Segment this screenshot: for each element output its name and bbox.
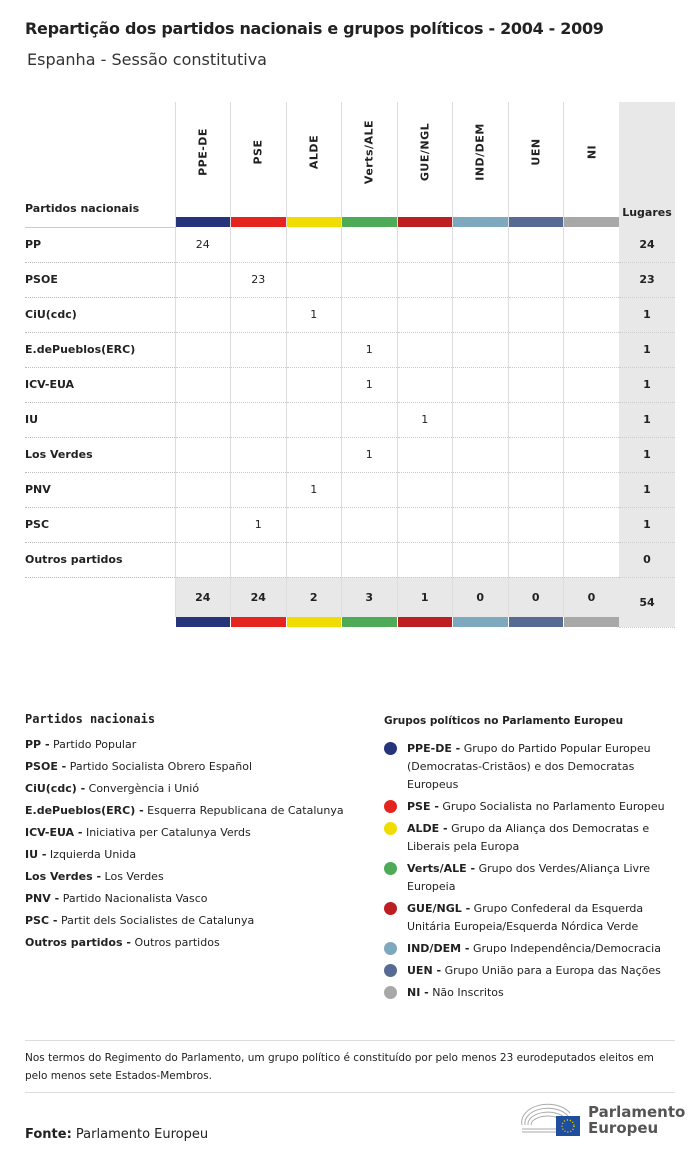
seat-cell: [286, 262, 342, 297]
grand-total: 54: [619, 577, 675, 627]
party-name: E.dePueblos(ERC): [25, 332, 175, 367]
total-header: Lugares: [619, 102, 675, 227]
seat-cell: [453, 332, 509, 367]
group-color-bar: [508, 617, 564, 627]
group-full-name: Grupo dos Verdes/Aliança Livre Europeia: [407, 862, 651, 893]
seat-cell: [508, 507, 564, 542]
group-legend-item: [384, 940, 674, 958]
group-full-name: Grupo da Aliança dos Democratas e Liberais pela Europa: [407, 822, 650, 853]
table-row: [25, 297, 675, 332]
seat-cell: [453, 507, 509, 542]
seat-cell: [231, 332, 287, 367]
seat-cell: [175, 262, 231, 297]
group-color-bar: [453, 617, 509, 627]
seat-cell: [453, 472, 509, 507]
seat-cell: [564, 507, 620, 542]
group-color-dot-icon: [384, 742, 397, 755]
group-color-dot-icon: [384, 862, 397, 875]
party-legend-item: [25, 800, 344, 822]
seat-cell: [508, 332, 564, 367]
seat-cell: [397, 507, 453, 542]
seat-cell: [286, 367, 342, 402]
group-legend-item: [384, 820, 674, 856]
seat-cell: [453, 227, 509, 262]
party-name: ICV-EUA: [25, 367, 175, 402]
table-row: [25, 262, 675, 297]
group-name: ALDE: [307, 134, 321, 170]
group-color-bar: [176, 217, 231, 227]
party-legend-title: Partidos nacionais: [25, 712, 156, 726]
group-full-name: Grupo Confederal da Esquerda Unitária Europeia/Esquerda Nórdica Verde: [407, 902, 644, 933]
row-total: 1: [619, 297, 675, 332]
group-color-dot-icon: [384, 964, 397, 977]
row-total: 24: [619, 227, 675, 262]
seat-cell: [564, 437, 620, 472]
logo-text: Parlamento Europeu: [588, 1103, 686, 1137]
group-name: IND/DEM: [473, 123, 487, 181]
table-row: [25, 402, 675, 437]
party-abbr: PP -: [25, 738, 50, 751]
party-name: PP: [25, 227, 175, 262]
group-header: [286, 102, 342, 227]
party-name: CiU(cdc): [25, 297, 175, 332]
seat-cell: [453, 297, 509, 332]
group-color-bar: [287, 217, 342, 227]
party-abbr: IU -: [25, 848, 47, 861]
group-total: 1: [397, 577, 453, 617]
group-header: [231, 102, 287, 227]
seat-cell: [508, 437, 564, 472]
party-full-name: Izquierda Unida: [49, 848, 137, 861]
group-color-bar: [398, 217, 453, 227]
party-name: Outros partidos: [25, 542, 175, 577]
group-color-dot-icon: [384, 902, 397, 915]
seat-cell: 1: [286, 297, 342, 332]
page-subtitle: Espanha - Sessão constitutiva: [27, 50, 267, 69]
group-color-bar: [231, 217, 286, 227]
group-legend-item: [384, 962, 674, 980]
seat-cell: [508, 297, 564, 332]
group-abbr: PSE -: [407, 800, 439, 813]
group-full-name: Grupo União para a Europa das Nações: [444, 964, 661, 977]
seat-cell: [564, 262, 620, 297]
seat-cell: [564, 227, 620, 262]
group-color-bar: [342, 617, 398, 627]
group-abbr: NI -: [407, 986, 429, 999]
group-header: [508, 102, 564, 227]
row-total: 0: [619, 542, 675, 577]
seat-cell: [508, 367, 564, 402]
group-legend-item: [384, 740, 674, 794]
party-abbr: PSOE -: [25, 760, 67, 773]
totals-row: [25, 577, 675, 617]
seat-cell: [508, 402, 564, 437]
party-abbr: PNV -: [25, 892, 60, 905]
party-full-name: Partido Nacionalista Vasco: [62, 892, 208, 905]
party-legend-item: [25, 932, 344, 954]
seat-cell: [397, 297, 453, 332]
row-total: 1: [619, 402, 675, 437]
seat-cell: [231, 367, 287, 402]
table-row: [25, 507, 675, 542]
group-color-dot-icon: [384, 822, 397, 835]
group-abbr: ALDE -: [407, 822, 448, 835]
group-total: 24: [231, 577, 287, 617]
group-total: 0: [564, 577, 620, 617]
party-abbr: Outros partidos -: [25, 936, 131, 949]
party-legend-item: [25, 756, 344, 778]
group-full-name: Grupo do Partido Popular Europeu (Democratas-Cristãos) e dos Democratas Europeus: [407, 742, 651, 791]
party-full-name: Partit dels Socialistes de Catalunya: [60, 914, 255, 927]
seat-cell: 1: [286, 472, 342, 507]
seat-cell: [508, 472, 564, 507]
seat-cell: [397, 472, 453, 507]
group-abbr: Verts/ALE -: [407, 862, 476, 875]
seat-cell: [453, 262, 509, 297]
group-total: 3: [342, 577, 398, 617]
group-legend-item: [384, 798, 674, 816]
party-full-name: Partido Socialista Obrero Español: [69, 760, 253, 773]
page-title: Repartição dos partidos nacionais e grupos políticos - 2004 - 2009: [25, 19, 604, 38]
seat-cell: [175, 507, 231, 542]
seat-cell: 24: [175, 227, 231, 262]
seat-cell: [286, 542, 342, 577]
group-color-bar: [564, 217, 619, 227]
group-full-name: Grupo Independência/Democracia: [472, 942, 661, 955]
group-abbr: UEN -: [407, 964, 442, 977]
seat-cell: [175, 402, 231, 437]
seat-cell: 1: [342, 437, 398, 472]
group-legend-item: [384, 984, 674, 1002]
party-name: Los Verdes: [25, 437, 175, 472]
seat-cell: [175, 437, 231, 472]
party-full-name: Los Verdes: [104, 870, 164, 883]
source: [25, 1127, 208, 1142]
group-header: [175, 102, 231, 227]
seat-cell: [342, 297, 398, 332]
seat-cell: [175, 542, 231, 577]
seat-cell: [564, 332, 620, 367]
group-color-dot-icon: [384, 942, 397, 955]
party-abbr: ICV-EUA -: [25, 826, 83, 839]
group-total: 2: [286, 577, 342, 617]
seat-cell: [286, 437, 342, 472]
party-legend-item: [25, 910, 344, 932]
party-legend-item: [25, 734, 344, 756]
group-color-bar: [453, 217, 508, 227]
seat-cell: [342, 402, 398, 437]
table-row: [25, 332, 675, 367]
party-name: PNV: [25, 472, 175, 507]
seat-cell: [175, 332, 231, 367]
party-full-name: Esquerra Republicana de Catalunya: [147, 804, 344, 817]
party-legend-item: [25, 822, 344, 844]
party-legend-item: [25, 888, 344, 910]
table-row: [25, 227, 675, 262]
party-full-name: Outros partidos: [134, 936, 220, 949]
seat-cell: [231, 472, 287, 507]
row-total: 1: [619, 472, 675, 507]
seat-cell: [175, 367, 231, 402]
group-legend-item: [384, 900, 674, 936]
row-total: 1: [619, 437, 675, 472]
group-name: PSE: [251, 139, 265, 165]
seat-cell: [397, 437, 453, 472]
ep-logo: [520, 1103, 686, 1137]
group-name: NI: [585, 144, 598, 160]
table-row: [25, 437, 675, 472]
group-total: 0: [453, 577, 509, 617]
seat-cell: [397, 227, 453, 262]
seat-cell: [397, 332, 453, 367]
group-header: [564, 102, 620, 227]
group-header: [453, 102, 509, 227]
group-name: Verts/ALE: [362, 119, 376, 185]
seat-cell: [175, 472, 231, 507]
seat-cell: [342, 227, 398, 262]
group-name: GUE/NGL: [418, 122, 432, 182]
group-header: [397, 102, 453, 227]
group-total: 24: [175, 577, 231, 617]
party-full-name: Partido Popular: [53, 738, 137, 751]
group-color-bar: [231, 617, 287, 627]
group-color-bar: [564, 617, 620, 627]
seat-cell: 1: [342, 332, 398, 367]
seat-cell: [564, 367, 620, 402]
group-color-bar: [286, 617, 342, 627]
seat-cell: [231, 227, 287, 262]
group-color-bar: [397, 617, 453, 627]
group-name: PPE-DE: [196, 128, 210, 176]
group-color-dot-icon: [384, 800, 397, 813]
seat-cell: [231, 297, 287, 332]
seat-cell: [342, 507, 398, 542]
group-color-bar: [509, 217, 564, 227]
party-full-name: Convergència i Unió: [88, 782, 200, 795]
party-abbr: Los Verdes -: [25, 870, 102, 883]
party-name: PSC: [25, 507, 175, 542]
footnote: Nos termos do Regimento do Parlamento, um grupo político é constituído por pelo menos 23 eurodeputados eleitos em pelo menos sete Estados-Membros.: [25, 1040, 675, 1093]
seat-cell: [231, 402, 287, 437]
seat-table: [25, 102, 675, 628]
group-full-name: Grupo Socialista no Parlamento Europeu: [442, 800, 665, 813]
seat-cell: [453, 542, 509, 577]
source-label: Fonte:: [25, 1127, 72, 1142]
group-color-dot-icon: [384, 986, 397, 999]
party-abbr: CiU(cdc) -: [25, 782, 86, 795]
seat-cell: [397, 262, 453, 297]
group-name: UEN: [529, 138, 543, 166]
row-total: 23: [619, 262, 675, 297]
seat-cell: [508, 227, 564, 262]
seat-cell: 1: [342, 367, 398, 402]
table-row: [25, 542, 675, 577]
seat-cell: [564, 402, 620, 437]
group-legend-item: [384, 860, 674, 896]
row-header: Partidos nacionais: [25, 102, 175, 227]
party-legend: [25, 708, 344, 954]
seat-cell: [342, 542, 398, 577]
seat-cell: [231, 437, 287, 472]
seat-cell: 1: [397, 402, 453, 437]
group-header: [342, 102, 398, 227]
parliament-logo-icon: [520, 1103, 580, 1137]
seat-cell: [286, 227, 342, 262]
party-full-name: Iniciativa per Catalunya Verds: [85, 826, 251, 839]
seat-cell: [397, 542, 453, 577]
party-abbr: PSC -: [25, 914, 58, 927]
group-full-name: Não Inscritos: [432, 986, 504, 999]
group-abbr: IND/DEM -: [407, 942, 470, 955]
group-color-bar: [342, 217, 397, 227]
seat-cell: [508, 262, 564, 297]
seat-cell: [453, 367, 509, 402]
seat-cell: [564, 297, 620, 332]
table-row: [25, 367, 675, 402]
seat-cell: [564, 542, 620, 577]
group-total: 0: [508, 577, 564, 617]
group-legend: [384, 710, 674, 1006]
seat-cell: [342, 262, 398, 297]
group-abbr: PPE-DE -: [407, 742, 461, 755]
row-total: 1: [619, 367, 675, 402]
group-color-bar: [175, 617, 231, 627]
party-name: IU: [25, 402, 175, 437]
seat-cell: 23: [231, 262, 287, 297]
seat-cell: [342, 472, 398, 507]
group-abbr: GUE/NGL -: [407, 902, 471, 915]
party-legend-item: [25, 778, 344, 800]
party-abbr: E.dePueblos(ERC) -: [25, 804, 144, 817]
seat-cell: [508, 542, 564, 577]
party-legend-item: [25, 866, 344, 888]
party-name: PSOE: [25, 262, 175, 297]
group-legend-title: Grupos políticos no Parlamento Europeu: [384, 715, 624, 727]
party-legend-item: [25, 844, 344, 866]
row-total: 1: [619, 332, 675, 367]
source-value: Parlamento Europeu: [75, 1127, 209, 1142]
seat-cell: [286, 402, 342, 437]
seat-cell: [453, 402, 509, 437]
seat-cell: 1: [231, 507, 287, 542]
seat-cell: [286, 332, 342, 367]
seat-cell: [453, 437, 509, 472]
table-row: [25, 472, 675, 507]
row-total: 1: [619, 507, 675, 542]
seat-cell: [175, 297, 231, 332]
seat-cell: [564, 472, 620, 507]
seat-cell: [231, 542, 287, 577]
seat-cell: [286, 507, 342, 542]
seat-cell: [397, 367, 453, 402]
